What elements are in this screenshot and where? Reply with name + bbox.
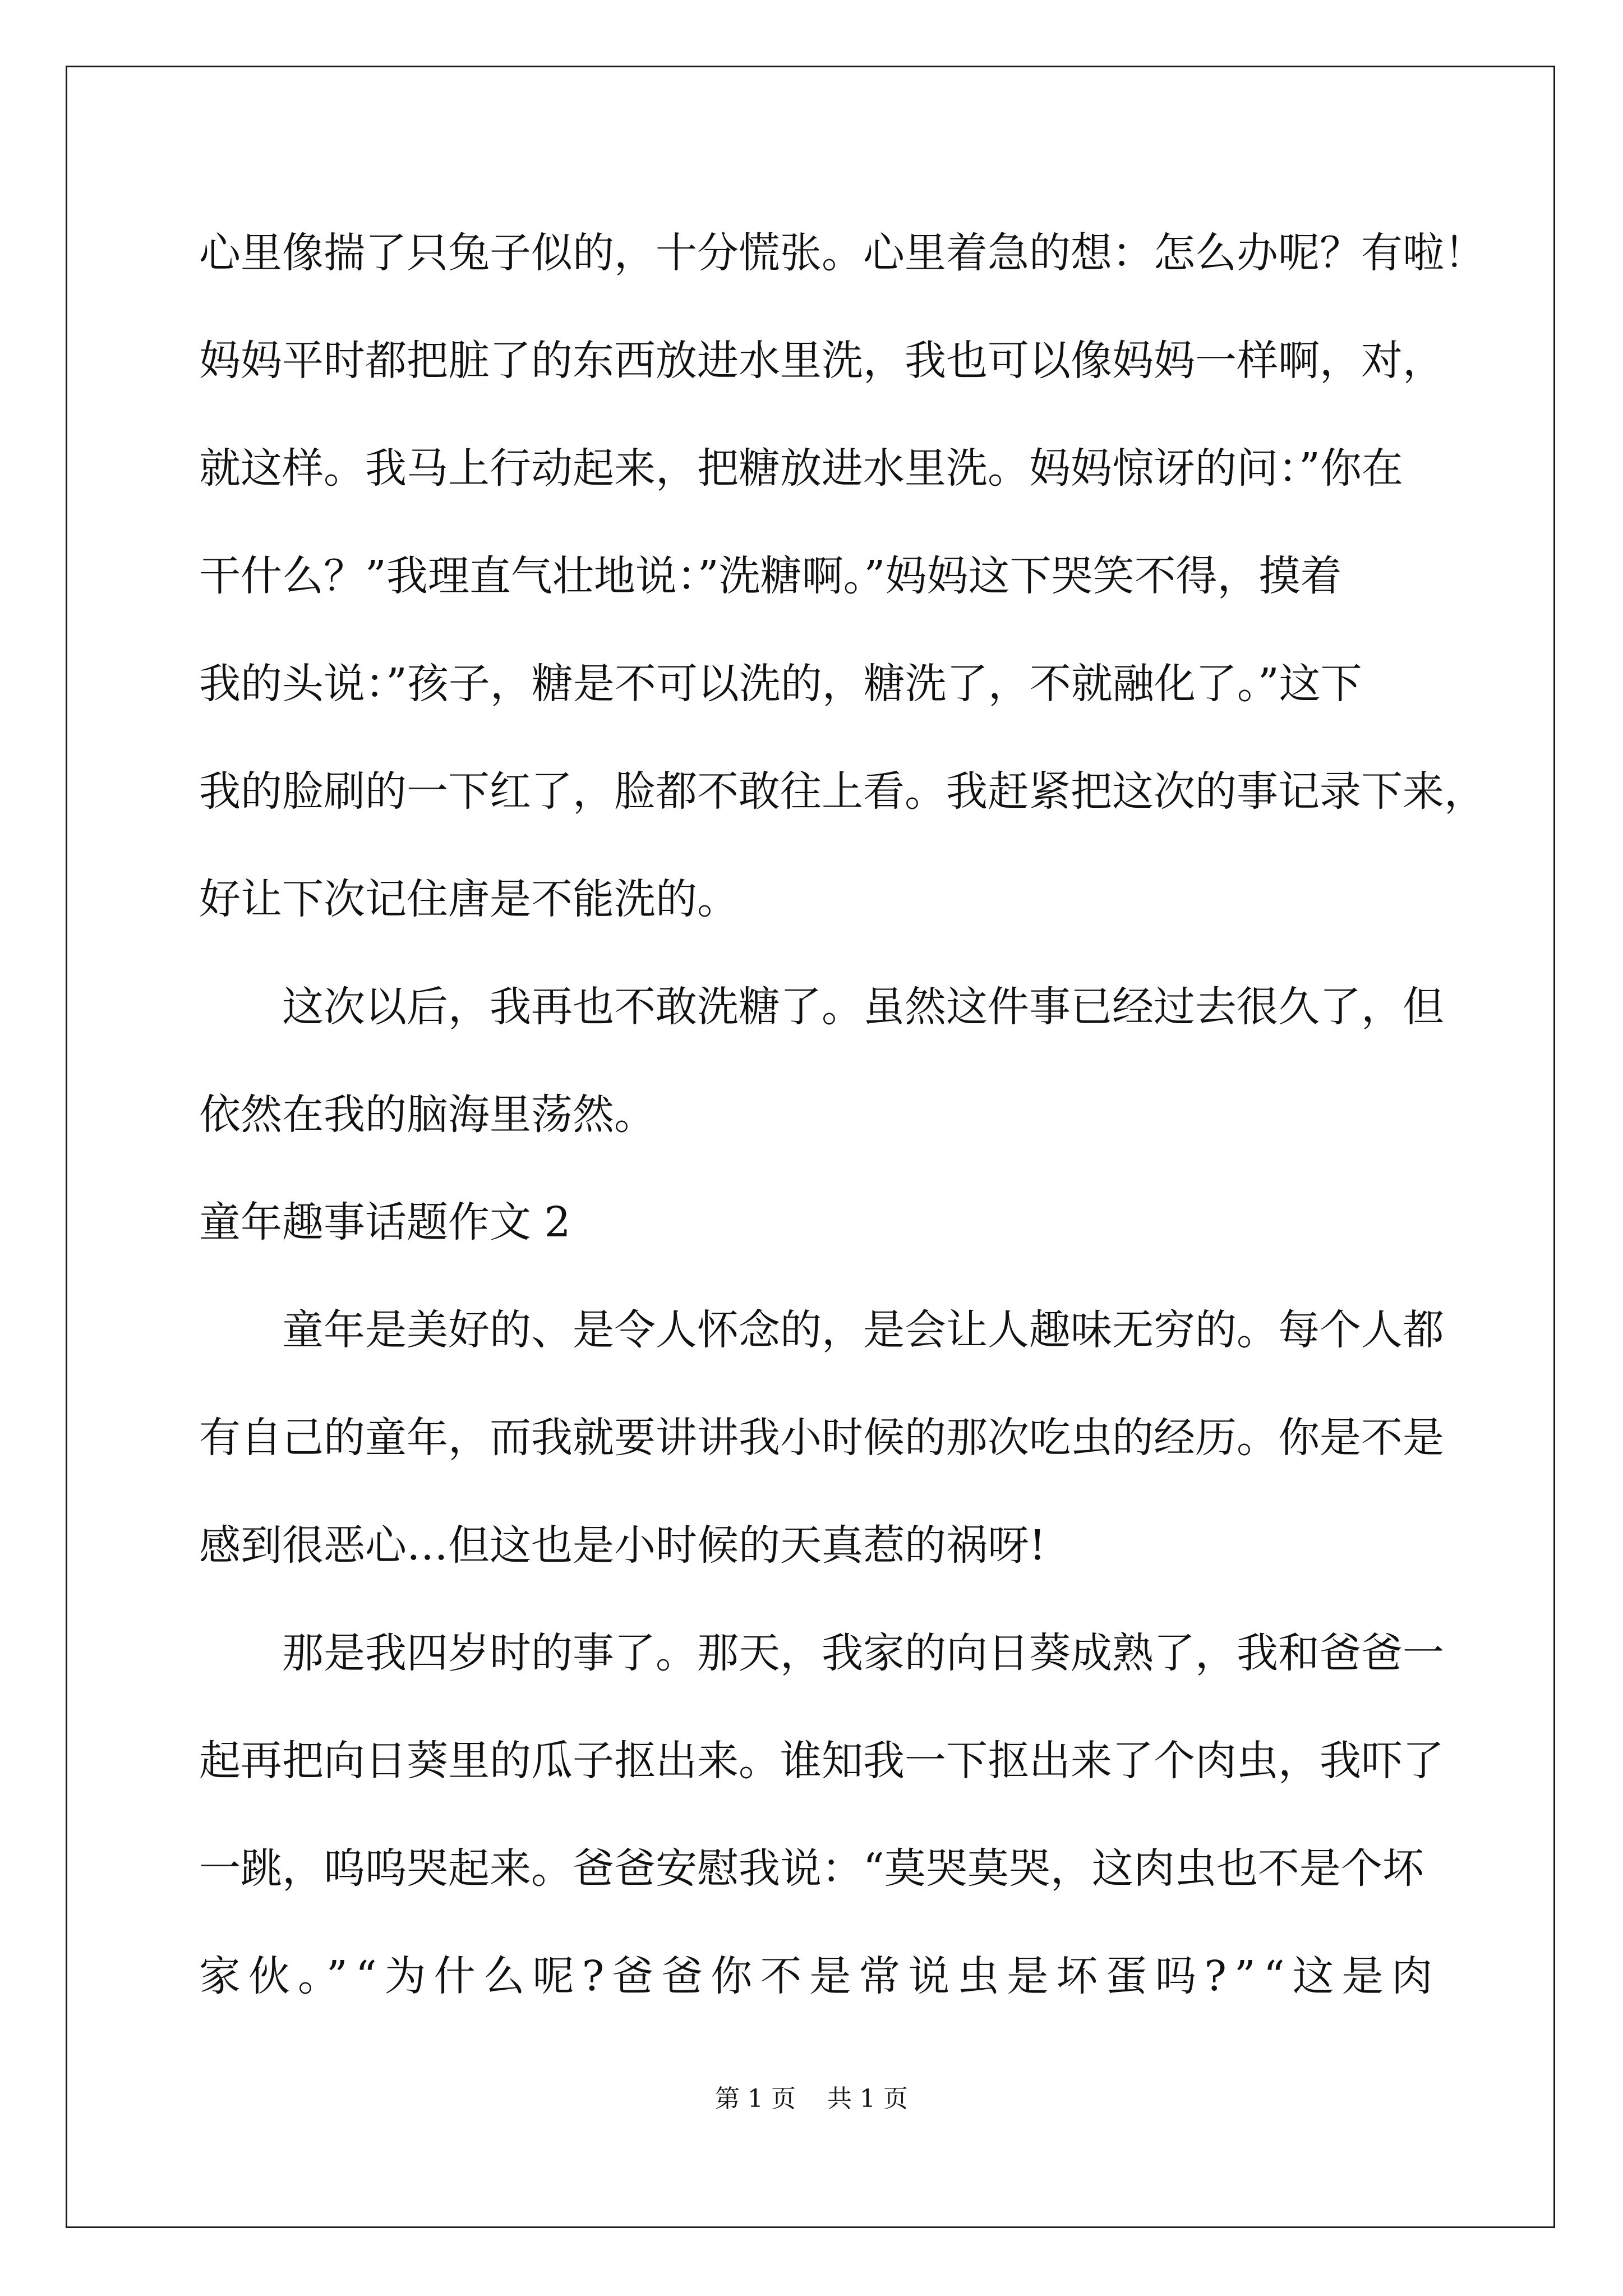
text-line: 妈妈平时都把脏了的东西放进水里洗，我也可以像妈妈一样啊，对， [199,337,1444,385]
text-line: 家伙。”“为什么呢?爸爸你不是常说虫是坏蛋吗?”“这是肉 [199,1952,1441,2000]
text-line: 我的头说：”孩子，糖是不可以洗的，糖洗了，不就融化了。”这下 [199,660,1362,708]
text-line: 有自己的童年，而我就要讲讲我小时候的那次吃虫的经历。你是不是 [199,1414,1444,1462]
text-line: 我的脸刷的一下红了，脸都不敢往上看。我赶紧把这次的事记录下来， [199,767,1486,816]
text-line: 依然在我的脑海里荡然。 [199,1091,656,1139]
paragraph-start-line: 那是我四岁时的事了。那天，我家的向日葵成熟了，我和爸爸一 [282,1629,1444,1677]
page-footer: 第 1 页 共 1 页 [715,2085,908,2113]
paragraph-start-line: 童年是美好的、是令人怀念的，是会让人趣味无穷的。每个人都 [282,1306,1444,1354]
text-line: 干什么？”我理直气壮地说：”洗糖啊。”妈妈这下哭笑不得，摸着 [199,552,1342,600]
text-line: 好让下次记住唐是不能洗的。 [199,875,739,923]
text-line: 心里像揣了只兔子似的，十分慌张。心里着急的想：怎么办呢？有啦！ [199,229,1486,277]
document-body [199,199,1486,2030]
section-heading: 童年趣事话题作文 2 [199,1198,571,1246]
text-line: 起再把向日葵里的瓜子抠出来。谁知我一下抠出来了个肉虫，我吓了 [199,1737,1444,1785]
text-line: 一跳，呜呜哭起来。爸爸安慰我说：“莫哭莫哭，这肉虫也不是个坏 [199,1844,1424,1893]
text-line: 就这样。我马上行动起来，把糖放进水里洗。妈妈惊讶的问：”你在 [199,444,1403,493]
text-line: 感到很恶心…但这也是小时候的天真惹的祸呀! [199,1521,1046,1570]
paragraph-start-line: 这次以后，我再也不敢洗糖了。虽然这件事已经过去很久了，但 [282,983,1444,1031]
